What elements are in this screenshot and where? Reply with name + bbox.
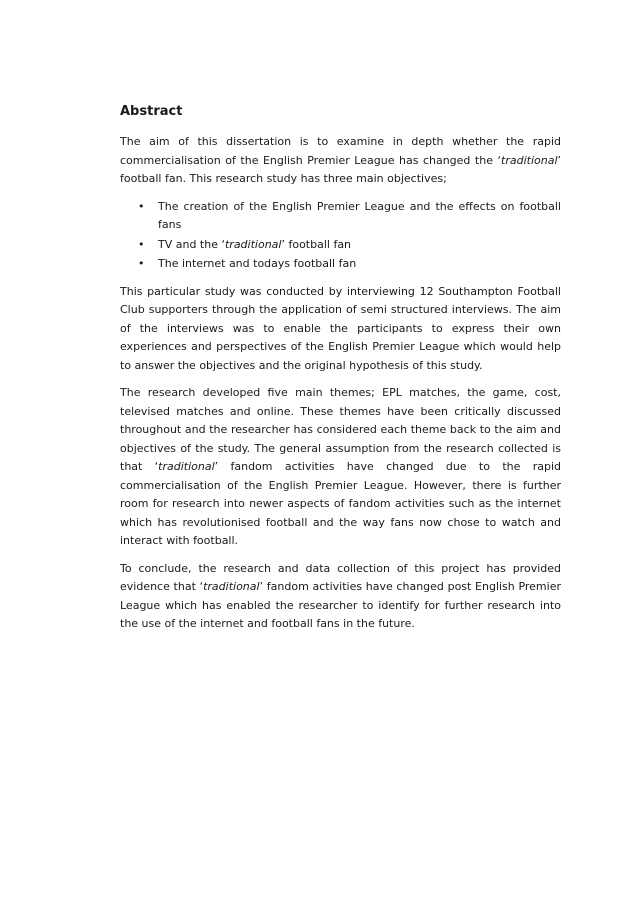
intro-text-end: football fan. This research study has three main objectives; <box>120 172 447 185</box>
bullet-1: • <box>138 199 145 213</box>
intro-emphasis: traditional <box>501 153 558 167</box>
objective-item-2 <box>120 236 561 255</box>
objectives-list <box>120 198 561 274</box>
objective-item-3-text: The internet and todays football fan <box>158 257 357 270</box>
findings-paragraph <box>120 384 561 551</box>
bullet-3: • <box>138 257 145 270</box>
objective-item-2-emphasis: traditional <box>224 237 282 251</box>
intro-text-start: The aim of this dissertation is to examine in depth whether the rapid commercialisation of the English Premier League has changed the <box>120 135 561 167</box>
intro-paragraph <box>120 133 561 189</box>
findings-text-start: The research developed five main themes; EPL matches, the game, cost, televised matches and online. These themes have been critically discussed throughout and the researcher has considered each theme back to the aim and objectives of the study. The general assumption from the research collected is that <box>120 386 561 473</box>
objective-item-1-text: The creation of the English Premier League and the effects on football fans <box>158 199 561 231</box>
findings-text-end: fandom activities have changed due to the rapid commercialisation of the English Premier League. However, there is further room for research into newer aspects of fandom activities such as the internet which has revolutionised football and the way fans now chose to watch and interact with football. <box>120 460 561 547</box>
intro-open-quote: ‘ <box>497 153 502 167</box>
conclusion-open-quote: ‘ <box>199 580 204 593</box>
objective-item-2-open-quote: ‘ <box>221 237 225 251</box>
conclusion-emphasis: traditional <box>203 580 260 593</box>
conclusion-text-start: To conclude, the research and data collection of this project has provided evidence that <box>120 561 561 593</box>
findings-emphasis: traditional <box>158 460 215 473</box>
abstract-page <box>120 103 561 643</box>
method-paragraph: This particular study was conducted by interviewing 12 Southampton Football Club supporters through the application of semi structured interviews. The aim of the interviews was to enable the participants to express their own experiences and perspectives of the English Premier League which would help to answer the objectives and the original hypothesis of this study. <box>120 284 561 372</box>
objective-item-3 <box>120 255 561 274</box>
conclusion-paragraph <box>120 560 561 634</box>
objective-item-2-start: TV and the <box>158 237 222 251</box>
abstract-heading: Abstract <box>120 104 183 119</box>
conclusion-text-end: fandom activities have changed post English Premier League which has enabled the researcher to identify for further research into the use of the internet and football fans in the future. <box>120 580 561 630</box>
objective-item-1 <box>120 198 561 235</box>
objective-item-2-close-quote: ’ <box>281 237 285 251</box>
findings-close-quote: ’ <box>214 460 219 473</box>
objective-item-2-end: football fan <box>284 237 352 251</box>
conclusion-close-quote: ’ <box>259 580 264 593</box>
findings-open-quote: ‘ <box>154 460 159 473</box>
intro-close-quote: ’ <box>557 153 561 167</box>
bullet-2: • <box>138 237 145 251</box>
